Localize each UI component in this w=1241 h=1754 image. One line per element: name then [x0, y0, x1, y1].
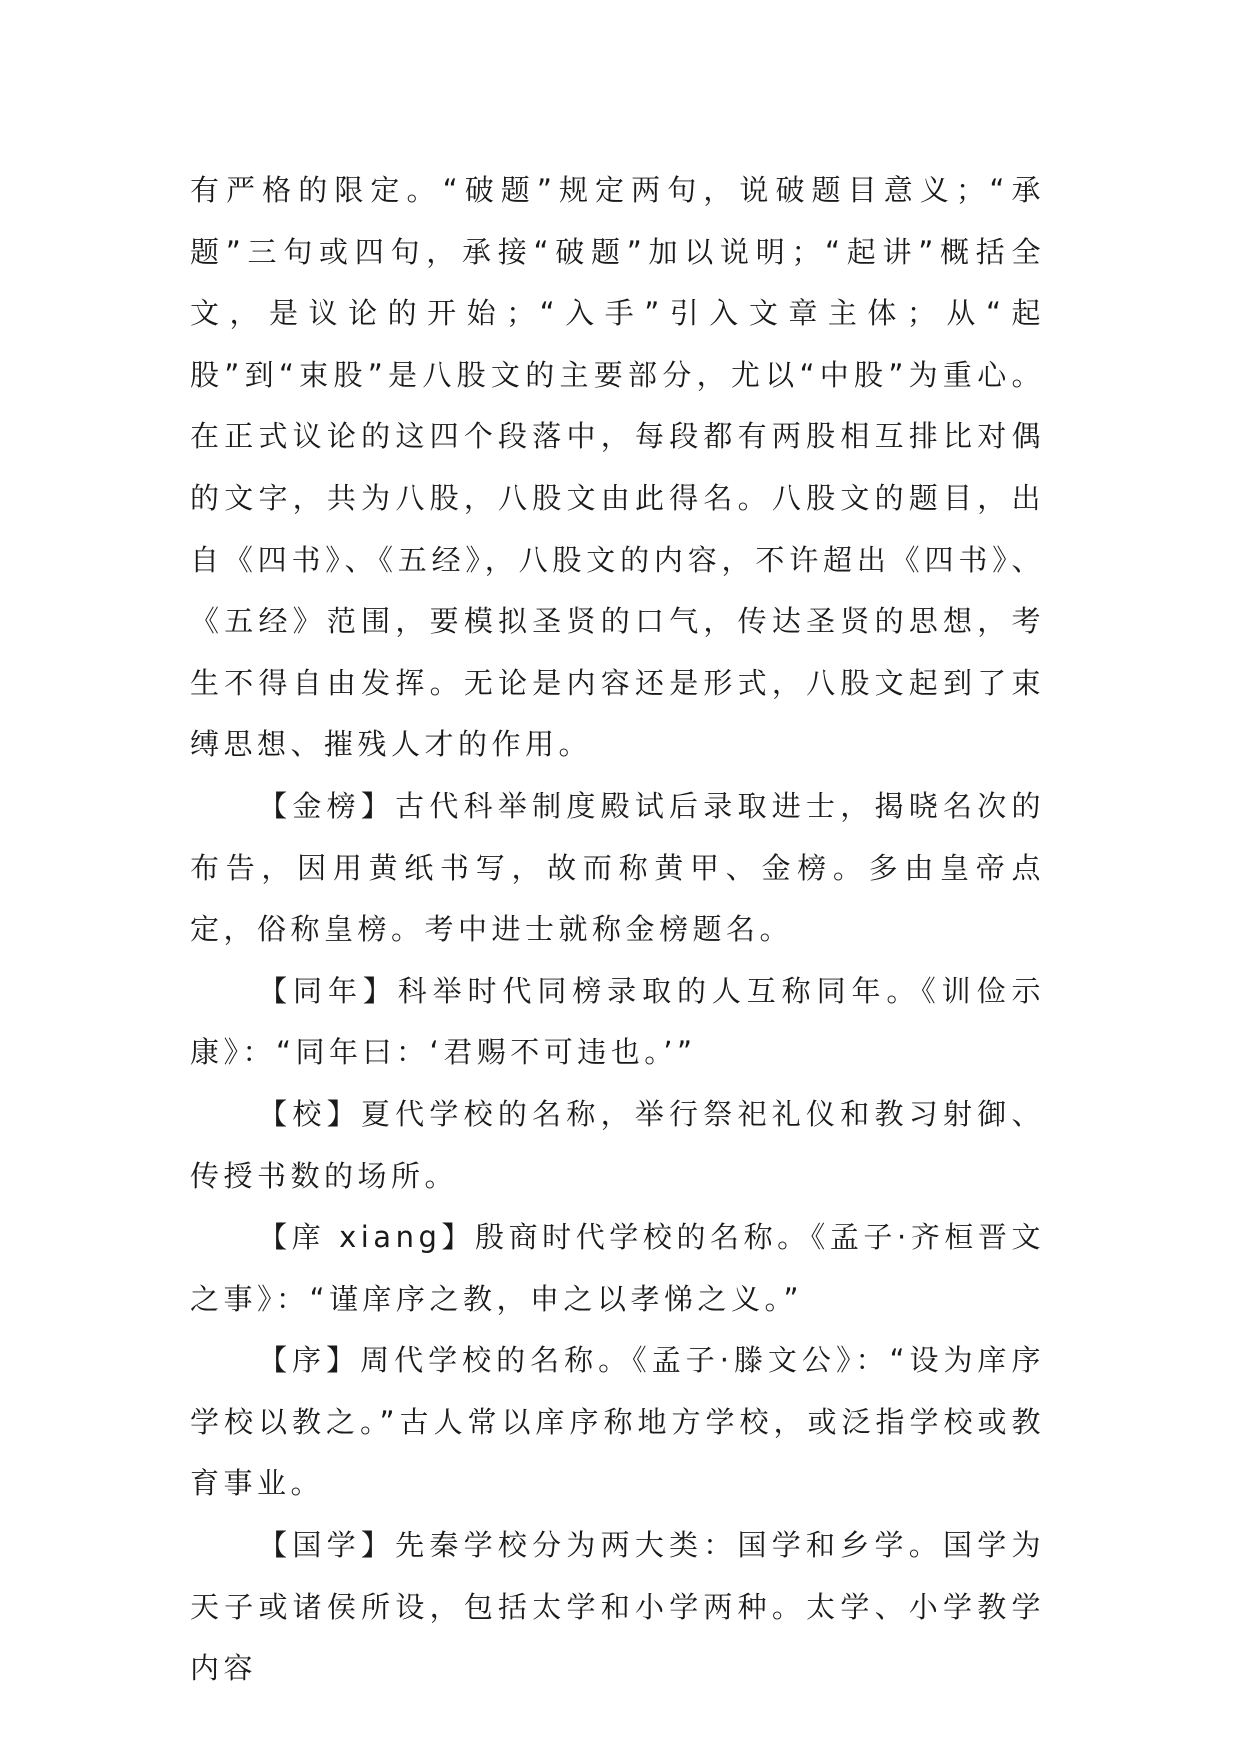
- paragraph-jinbang: 【金榜】古代科举制度殿试后录取进士，揭晓名次的布告，因用黄纸书写，故而称黄甲、金榜。多由皇帝点定，俗称皇榜。考中进士就称金榜题名。: [190, 788, 1045, 947]
- paragraph-tongnian: 【同年】科举时代同榜录取的人互称同年。《训俭示康》：“同年曰：‘君赐不可违也。’”: [190, 973, 1045, 1070]
- paragraph-xiang: 【庠 xiang】殷商时代学校的名称。《孟子·齐桓晋文之事》：“谨庠序之教，申之以孝悌之义。”: [190, 1220, 1045, 1316]
- paragraph-xu: 【序】周代学校的名称。《孟子·滕文公》：“设为庠序学校以教之。”古人常以庠序称地方学校，或泛指学校或教育事业。: [190, 1343, 1045, 1501]
- document-body: [190, 160, 1045, 1700]
- paragraph-xiao: 【校】夏代学校的名称，举行祭祀礼仪和教习射御、传授书数的场所。: [190, 1096, 1045, 1193]
- paragraph-bagu-continued: 有严格的限定。“破题”规定两句，说破题目意义；“承题”三句或四句，承接“破题”加以说明；“起讲”概括全文，是议论的开始；“入手”引入文章主体；从“起股”到“束股”是八股文的主要部分，尤以“中股”为重心。在正式议论的这四个段落中，每段都有两股相互排比对偶的文字，共为八股，八股文由此得名。八股文的题目，出自《四书》、《五经》，八股文的内容，不许超出《四书》、《五经》范围，要模拟圣贤的口气，传达圣贤的思想，考生不得自由发挥。无论是内容还是形式，八股文起到了束缚思想、摧残人才的作用。: [190, 173, 1045, 762]
- paragraph-guoxue: 【国学】先秦学校分为两大类：国学和乡学。国学为天子或诸侯所设，包括太学和小学两种。太学、小学教学内容: [190, 1528, 1045, 1686]
